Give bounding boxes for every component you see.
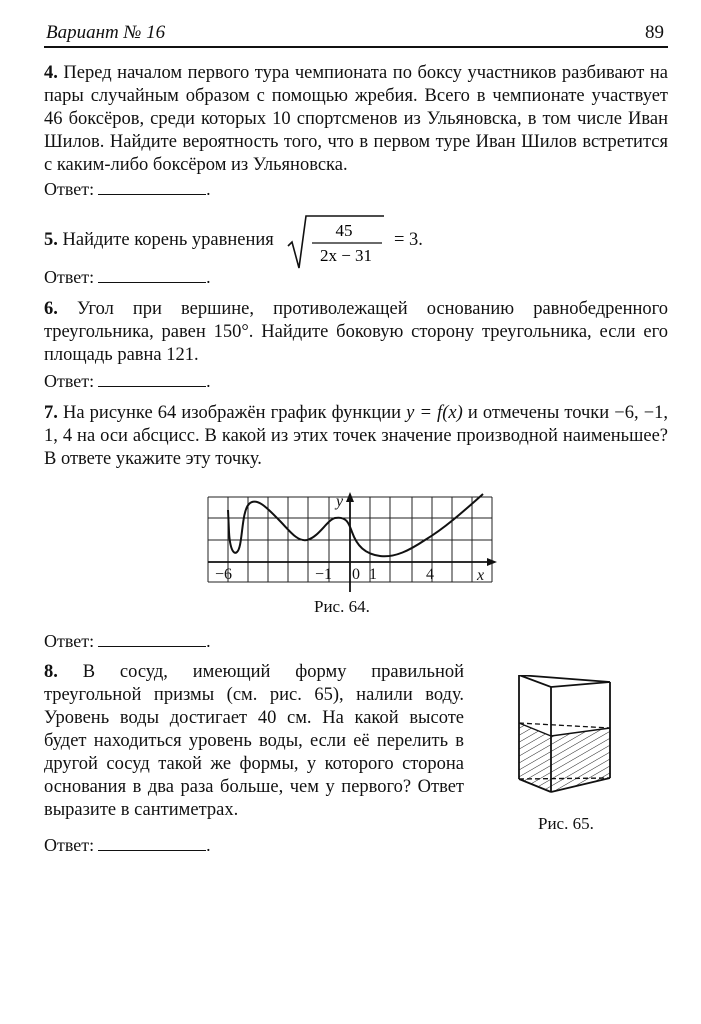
page-number: 89: [645, 22, 664, 43]
x-label-neg1: −1: [315, 566, 333, 583]
problem-8: [44, 661, 464, 822]
answer-label: Ответ:: [44, 631, 95, 651]
answer-7: Ответ: .: [44, 631, 211, 651]
denominator: 2x − 31: [319, 246, 373, 265]
answer-blank[interactable]: [98, 371, 206, 387]
answer-6: Ответ: .: [44, 371, 211, 391]
function-curve: [228, 494, 483, 556]
x-label-0: 0: [352, 566, 360, 583]
answer-label: Ответ:: [44, 835, 95, 855]
variant-title: Вариант № 16: [46, 22, 166, 43]
triangular-prism-figure: [515, 675, 615, 805]
x-label-neg6: −6: [215, 566, 233, 583]
problem-number: 4.: [44, 63, 58, 83]
answer-label: Ответ:: [44, 371, 95, 391]
problem-text: Перед началом первого тура чемпионата по боксу участников разбивают на пары случайным образом с помощью жребия. Всего в чемпионате участвует 46 боксёров, среди которых 10 спортсменов из Ульяновска, в том числе Иван Шилов. Найдите вероятность того, что в первом туре Иван Шилов встретится с каким-либо боксёром из Ульяновска.: [44, 63, 668, 175]
answer-blank[interactable]: [98, 267, 206, 283]
function-formula: y = f(x): [406, 403, 463, 423]
problem-number: 7.: [44, 403, 58, 423]
answer-blank[interactable]: [98, 179, 206, 195]
answer-label: Ответ:: [44, 179, 95, 199]
function-graph-figure: [205, 492, 500, 592]
problem-number: 8.: [44, 662, 58, 682]
figure-65-caption: Рис. 65.: [538, 814, 594, 833]
numerator: 45: [335, 221, 353, 240]
x-label-1: 1: [369, 566, 377, 583]
equation-rhs: = 3.: [394, 230, 423, 250]
answer-8: Ответ: .: [44, 835, 211, 855]
problem-5-lead: [44, 230, 274, 251]
problem-text: Найдите корень уравнения: [62, 230, 274, 250]
x-axis-label: x: [477, 567, 485, 584]
x-label-4: 4: [426, 566, 434, 583]
problem-6: [44, 298, 668, 367]
sqrt-fraction-formula: [286, 212, 396, 272]
answer-blank[interactable]: [98, 835, 206, 851]
figure-64-caption: Рис. 64.: [314, 597, 370, 616]
page-header: [44, 22, 668, 48]
answer-5: Ответ: .: [44, 267, 211, 287]
problem-text-after: и отмечены точки −6, −1, 1, 4 на оси абсцисс. В какой из этих точек значение производной наименьшее? В ответе укажите эту точку.: [44, 403, 668, 469]
water-front-right: [551, 728, 610, 792]
problem-4: [44, 62, 668, 177]
y-axis-label: y: [336, 493, 344, 510]
problem-text: В сосуд, имеющий форму правильной треугольной призмы (см. рис. 65), налили воду. Уровень воды достигает 40 см. На какой высоте будет находиться уровень воды, если её перелить в другой сосуд такой же формы, у которого сторона основания в два раза больше, чем у первого? Ответ выразите в сантиметрах.: [44, 662, 464, 820]
problem-7: [44, 402, 668, 471]
problem-text-before: На рисунке 64 изображён график функции: [62, 403, 402, 423]
problem-number: 6.: [44, 299, 58, 319]
answer-label: Ответ:: [44, 267, 95, 287]
answer-4: Ответ: .: [44, 179, 211, 199]
answer-blank[interactable]: [98, 631, 206, 647]
problem-number: 5.: [44, 230, 58, 250]
problem-text: Угол при вершине, противолежащей основанию равнобедренного треугольника, равен 150°. Найдите боковую сторону треугольника, если его площадь равна 121.: [44, 299, 669, 365]
